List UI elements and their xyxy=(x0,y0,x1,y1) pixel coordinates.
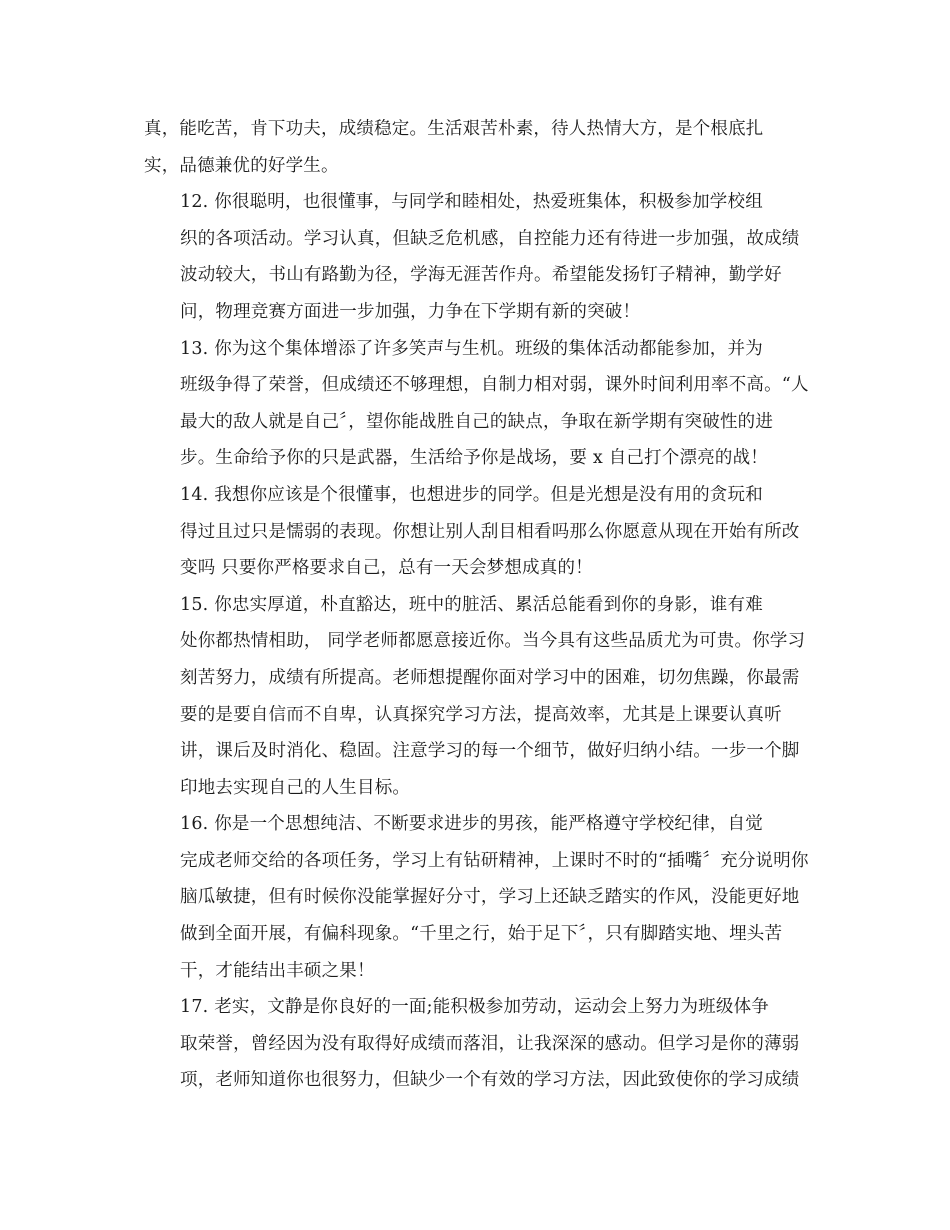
text-line: 14. 我想你应该是个很懂事，也想进步的同学。但是光想是没有用的贪玩和 xyxy=(180,484,763,505)
paragraph-16 xyxy=(144,806,809,989)
paragraph-17 xyxy=(144,989,804,1099)
text-line: 处你都热情相助， 同学老师都愿意接近你。当今具有这些品质尤为可贵。你学习 xyxy=(180,631,806,652)
text-line: 波动较大，书山有路勤为径，学海无涯苦作舟。希望能发扬钉子精神，勤学好 xyxy=(180,265,782,286)
document-body xyxy=(144,111,809,1099)
text-line: 印地去实现自己的人生目标。 xyxy=(180,777,411,798)
text-line: 取荣誉，曾经因为没有取得好成绩而落泪，让我深深的感动。但学习是你的薄弱 xyxy=(180,1033,800,1054)
text-line: 最大的敌人就是自己〞，望你能战胜自己的缺点，争取在新学期有突破性的进 xyxy=(180,411,774,432)
text-line: 12. 你很聪明，也很懂事，与同学和睦相处，热爱班集体，积极参加学校组 xyxy=(180,192,763,213)
paragraph-12 xyxy=(144,184,804,330)
text-line: 实，品德兼优的好学生。 xyxy=(144,155,339,176)
text-line: 脑瓜敏捷，但有时候你没能掌握好分寸，学习上还缺乏踏实的作风，没能更好地 xyxy=(180,887,800,908)
text-line: 讲，课后及时消化、稳固。注意学习的每一个细节，做好归纳小结。一步一个脚 xyxy=(180,741,800,762)
text-line: 干，才能结出丰硕之果！ xyxy=(180,960,375,981)
paragraph-13 xyxy=(144,331,809,477)
text-line: 真，能吃苦，肯下功夫，成绩稳定。生活艰苦朴素，待人热情大方，是个根底扎 xyxy=(144,119,764,139)
text-line: 织的各项活动。学习认真，但缺乏危机感，自控能力还有待进一步加强，故成绩 xyxy=(180,228,800,249)
text-line: 步。生命给予你的只是武器，生活给予你是战场，要 x 自己打个漂亮的战！ xyxy=(180,448,768,469)
text-line: 问，物理竞赛方面进一步加强，力争在下学期有新的突破！ xyxy=(180,301,641,322)
text-line: 13. 你为这个集体增添了许多笑声与生机。班级的集体活动都能参加，并为 xyxy=(180,338,763,359)
text-line: 班级争得了荣誉，但成绩还不够理想，自制力相对弱，课外时间利用率不高。“人 xyxy=(180,375,809,396)
paragraph-continuation xyxy=(144,111,804,184)
text-line: 刻苦努力，成绩有所提高。老师想提醒你面对学习中的困难，切勿焦躁，你最需 xyxy=(180,667,800,688)
text-line: 16. 你是一个思想纯洁、不断要求进步的男孩，能严格遵守学校纪律，自觉 xyxy=(180,814,763,835)
text-line: 得过且过只是懦弱的表现。你想让别人刮目相看吗那么你愿意从现在开始有所改 xyxy=(180,521,800,542)
paragraph-15 xyxy=(144,587,804,807)
text-line: 完成老师交给的各项任务，学习上有钻研精神，上课时不时的“插嘴〞充分说明你 xyxy=(180,850,809,871)
paragraph-14 xyxy=(144,477,804,587)
text-line: 17. 老实，文静是你良好的一面;能积极参加劳动，运动会上努力为班级体争 xyxy=(180,997,769,1018)
text-line: 15. 你忠实厚道，朴直豁达，班中的脏活、累活总能看到你的身影，谁有难 xyxy=(180,594,763,615)
text-line: 项，老师知道你也很努力，但缺少一个有效的学习方法，因此致使你的学习成绩 xyxy=(180,1070,800,1091)
text-line: 变吗 只要你严格要求自己，总有一天会梦想成真的！ xyxy=(180,558,593,579)
text-line: 做到全面开展，有偏科现象。“千里之行，始于足下〞，只有脚踏实地、埋头苦 xyxy=(180,924,783,945)
text-line: 要的是要自信而不自卑，认真探究学习方法，提高效率，尤其是上课要认真听 xyxy=(180,704,782,725)
